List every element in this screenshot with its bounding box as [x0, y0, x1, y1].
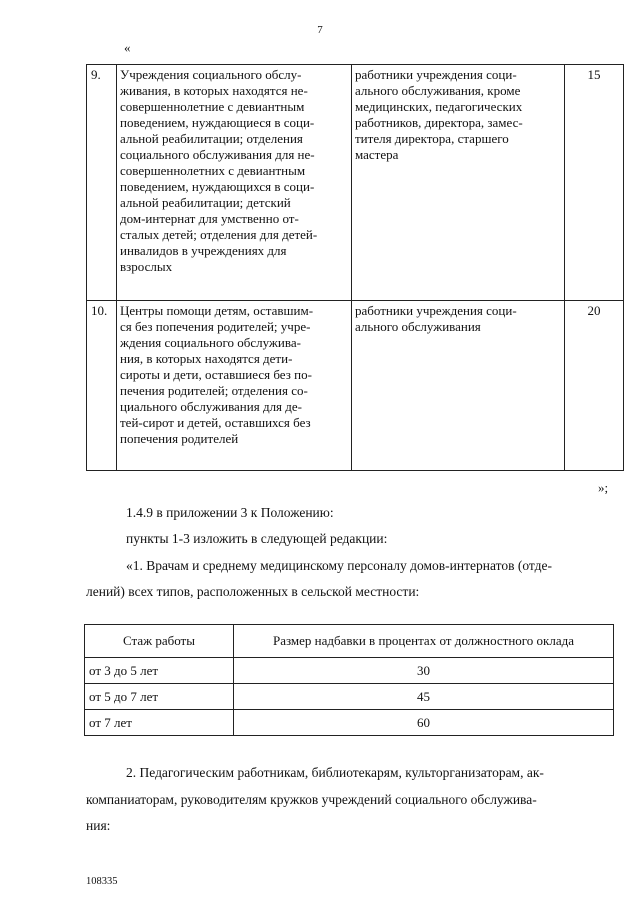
table-row	[87, 65, 624, 301]
workers-line: ального обслуживания, кроме	[355, 83, 521, 98]
institution-line: поведением, нуждающиеся в соци-	[120, 115, 315, 130]
item-1-text: «1. Врачам и среднему медицинскому персоналу домов-интернатов (отде-	[126, 558, 552, 573]
experience-cell: от 5 до 7 лет	[85, 684, 234, 710]
workers-line: медицинских, педагогических	[355, 99, 523, 114]
institution-line: Учреждения социального обслу-	[120, 67, 302, 82]
institution-line: живания, в которых находятся не-	[120, 83, 308, 98]
document-code: 108335	[86, 876, 118, 887]
workers-cell	[352, 65, 565, 301]
institution-line: поведением, нуждающихся в соци-	[120, 179, 315, 194]
header-experience: Стаж работы	[85, 625, 234, 658]
institution-line: совершеннолетних с девиантным	[120, 163, 306, 178]
institution-line: сталых детей; отделения для детей-	[120, 227, 318, 242]
amendment-instruction: пункты 1-3 изложить в следующей редакции:	[126, 531, 388, 546]
table-header-row	[85, 625, 614, 658]
institution-line: ния, в которых находятся дети-	[120, 351, 293, 366]
table-row	[85, 684, 614, 710]
institution-line: попечения родителей	[120, 431, 239, 446]
institution-cell	[117, 301, 352, 471]
workers-cell	[352, 301, 565, 471]
institution-line: совершеннолетние с девиантным	[120, 99, 305, 114]
institution-line: ждения социального обслужива-	[120, 335, 301, 350]
workers-line: работников, директора, замес-	[355, 115, 523, 130]
institution-line: печения родителей; отделения со-	[120, 383, 308, 398]
institution-line: сироты и дети, оставшиеся без по-	[120, 367, 312, 382]
workers-line: ального обслуживания	[355, 319, 481, 334]
institution-line: тей-сирот и детей, оставшихся без	[120, 415, 311, 430]
item-2-text-end: ния:	[86, 818, 111, 833]
closing-quote: »;	[598, 480, 609, 495]
page-number: 7	[317, 24, 323, 36]
item-1-text-cont: лений) всех типов, расположенных в сельской местности:	[86, 584, 420, 599]
workers-line: работники учреждения соци-	[355, 67, 517, 82]
bonus-table	[84, 624, 614, 736]
opening-quote: «	[124, 40, 131, 55]
institution-line: ся без попечения родителей; учре-	[120, 319, 311, 334]
bonus-percent-cell: 60	[234, 710, 614, 736]
experience-cell: от 3 до 5 лет	[85, 658, 234, 684]
table-row	[87, 301, 624, 471]
institution-line: инвалидов в учреждениях для	[120, 243, 287, 258]
institution-line: циального обслуживания для де-	[120, 399, 302, 414]
workers-line: тителя директора, старшего	[355, 131, 509, 146]
amendment-heading: 1.4.9 в приложении 3 к Положению:	[126, 505, 334, 520]
institutions-table	[86, 64, 624, 471]
percent-cell: 15	[565, 65, 624, 301]
institution-line: взрослых	[120, 259, 173, 274]
percent-cell: 20	[565, 301, 624, 471]
table-row	[85, 658, 614, 684]
workers-line: мастера	[355, 147, 399, 162]
item-2-text-cont: компаниаторам, руководителям кружков учреждений социального обслужива-	[86, 792, 537, 807]
institution-line: альной реабилитации; детский	[120, 195, 291, 210]
workers-line: работники учреждения соци-	[355, 303, 517, 318]
row-number: 9.	[87, 65, 117, 301]
institution-line: альной реабилитации; отделения	[120, 131, 303, 146]
header-bonus: Размер надбавки в процентах от должностного оклада	[234, 625, 614, 658]
table-row	[85, 710, 614, 736]
institution-line: Центры помощи детям, оставшим-	[120, 303, 314, 318]
institution-line: социального обслуживания для не-	[120, 147, 315, 162]
row-number: 10.	[87, 301, 117, 471]
institution-cell	[117, 65, 352, 301]
bonus-percent-cell: 45	[234, 684, 614, 710]
bonus-percent-cell: 30	[234, 658, 614, 684]
experience-cell: от 7 лет	[85, 710, 234, 736]
institution-line: дом-интернат для умственно от-	[120, 211, 299, 226]
item-2-text: 2. Педагогическим работникам, библиотекарям, культорганизаторам, ак-	[126, 765, 544, 780]
